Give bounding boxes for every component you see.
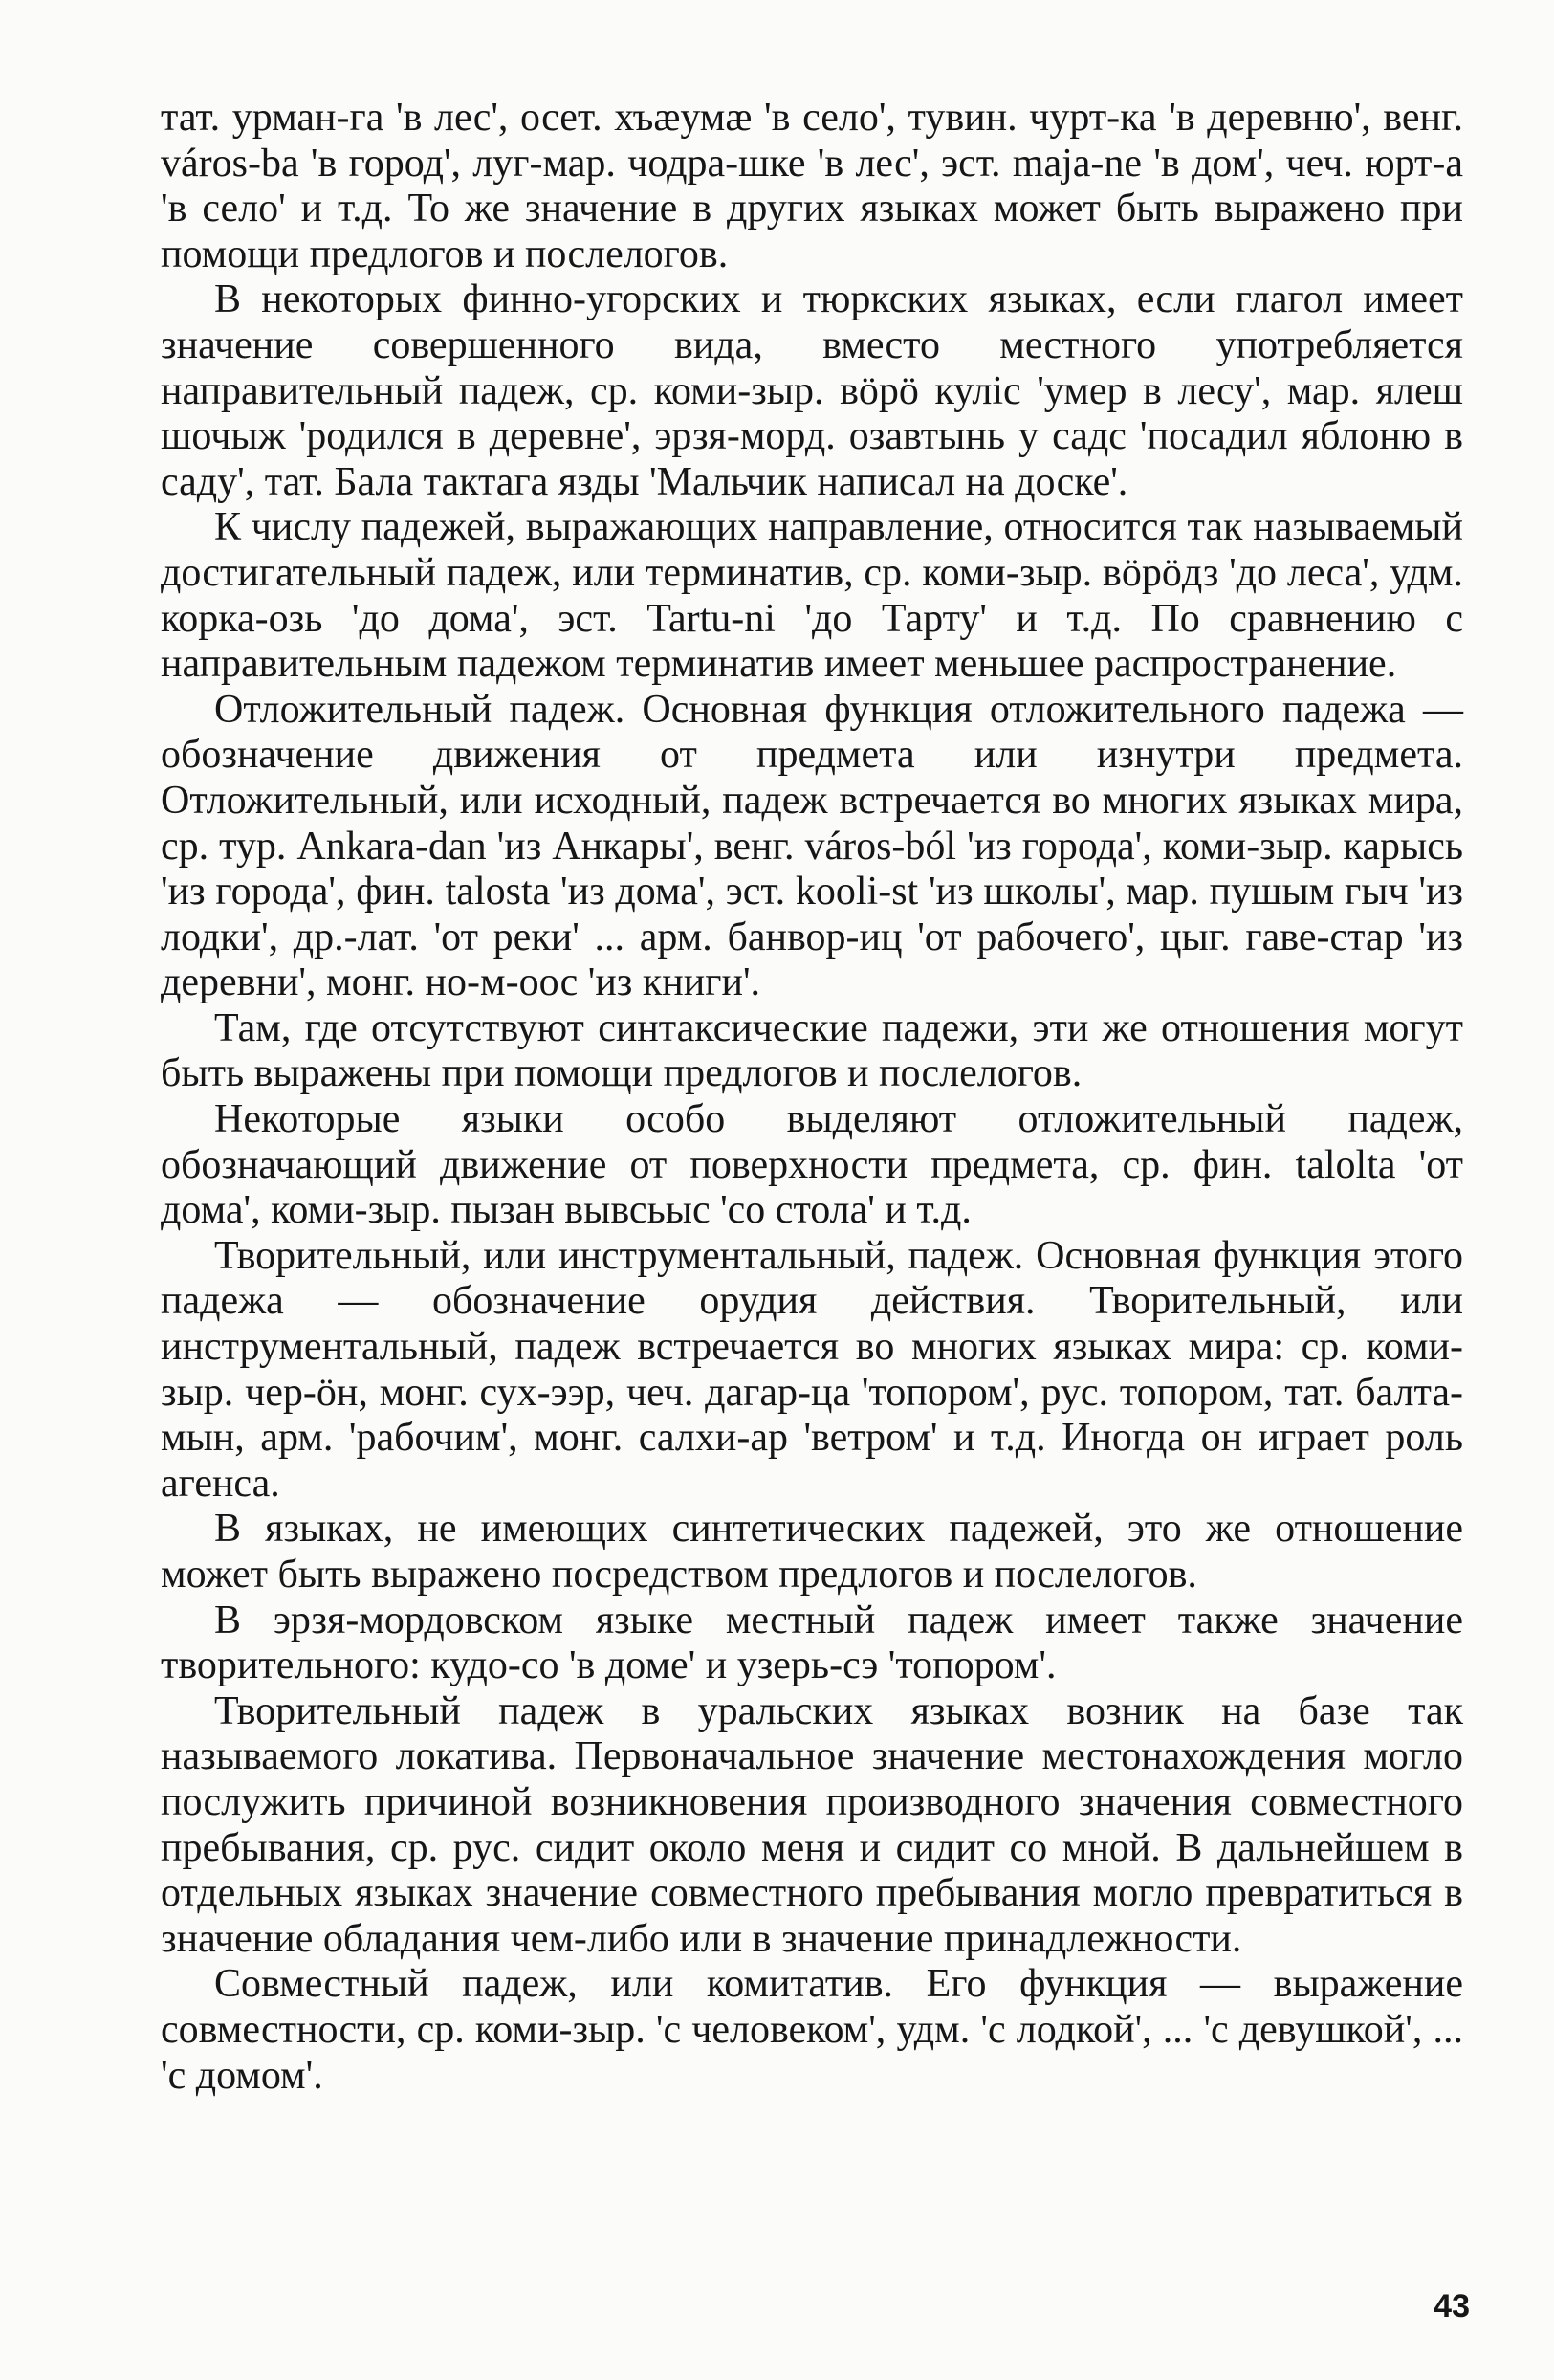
paragraph: Отложительный падеж. Основная функция отложительного падежа — обозначение движения от предмета или изнутри предмета. Отложительный, или исходный, падеж встречается во многих языках мира, ср. тур. Ankara-dan 'из Анкары', венг. város-ból 'из города', коми-зыр. карысь 'из города', фин. talosta 'из дома', эст. kooli-st 'из школы', мар. пушым гыч 'из лодки', др.-лат. 'от реки' ... арм. банвор-иц 'от рабочего', цыг. гаве-стар 'из деревни', монг. но-м-оос 'из книги'.: [161, 687, 1463, 1005]
paragraph: В некоторых финно-угорских и тюркских языках, если глагол имеет значение совершенного вида, вместо местного употребляется направительный падеж, ср. коми-зыр. вöрö кулiс 'умер в лесу', мар. ялеш шочыж 'родился в деревне', эрзя-морд. озавтынь у садс 'посадил яблоню в саду', тат. Бала тактага язды 'Мальчик написал на доске'.: [161, 277, 1463, 504]
paragraph: Совместный падеж, или комитатив. Его функция — выражение совместности, ср. коми-зыр. 'с человеком', удм. 'с лодкой', ... 'с девушкой', ... 'с домом'.: [161, 1962, 1463, 2098]
paragraph: Творительный, или инструментальный, падеж. Основная функция этого падежа — обозначение орудия действия. Творительный, или инструментальный, падеж встречается во многих языках мира: ср. коми-зыр. чер-öн, монг. сух-ээр, чеч. дагар-ца 'топором', рус. топором, тат. балта-мын, арм. 'рабочим', монг. салхи-ар 'ветром' и т.д. Иногда он играет роль агенса.: [161, 1233, 1463, 1506]
paragraph: В эрзя-мордовском языке местный падеж имеет также значение творительного: кудо-со 'в доме' и узерь-сэ 'топором'.: [161, 1598, 1463, 1688]
paragraph: К числу падежей, выражающих направление, относится так называемый достигательный падеж, или терминатив, ср. коми-зыр. вöрöдз 'до леса', удм. корка-озь 'до дома', эст. Tartu-ni 'до Тарту' и т.д. По сравнению с направительным падежом терминатив имеет меньшее распространение.: [161, 505, 1463, 687]
page-body: [161, 96, 1463, 2099]
paragraph: Там, где отсутствуют синтаксические падежи, эти же отношения могут быть выражены при помощи предлогов и послелогов.: [161, 1005, 1463, 1096]
paragraph: тат. урман-га 'в лес', осет. хъæумæ 'в село', тувин. чурт-ка 'в деревню', венг. város-ba 'в город', луг-мар. чодра-шке 'в лес', эст. maja-ne 'в дом', чеч. юрт-а 'в село' и т.д. То же значение в других языках может быть выражено при помощи предлогов и послелогов.: [161, 96, 1463, 276]
paragraph: Творительный падеж в уральских языках возник на базе так называемого локатива. Первоначальное значение местонахождения могло послужить причиной возникновения производного значения совместного пребывания, ср. рус. сидит около меня и сидит со мной. В дальнейшем в отдельных языках значение совместного пребывания могло превратиться в значение обладания чем-либо или в значение принадлежности.: [161, 1688, 1463, 1961]
page-number: 43: [1434, 2288, 1470, 2325]
paragraph: Некоторые языки особо выделяют отложительный падеж, обозначающий движение от поверхности предмета, ср. фин. talolta 'от дома', коми-зыр. пызан вывсьыс 'со стола' и т.д.: [161, 1097, 1463, 1233]
paragraph: В языках, не имеющих синтетических падежей, это же отношение может быть выражено посредством предлогов и послелогов.: [161, 1507, 1463, 1597]
